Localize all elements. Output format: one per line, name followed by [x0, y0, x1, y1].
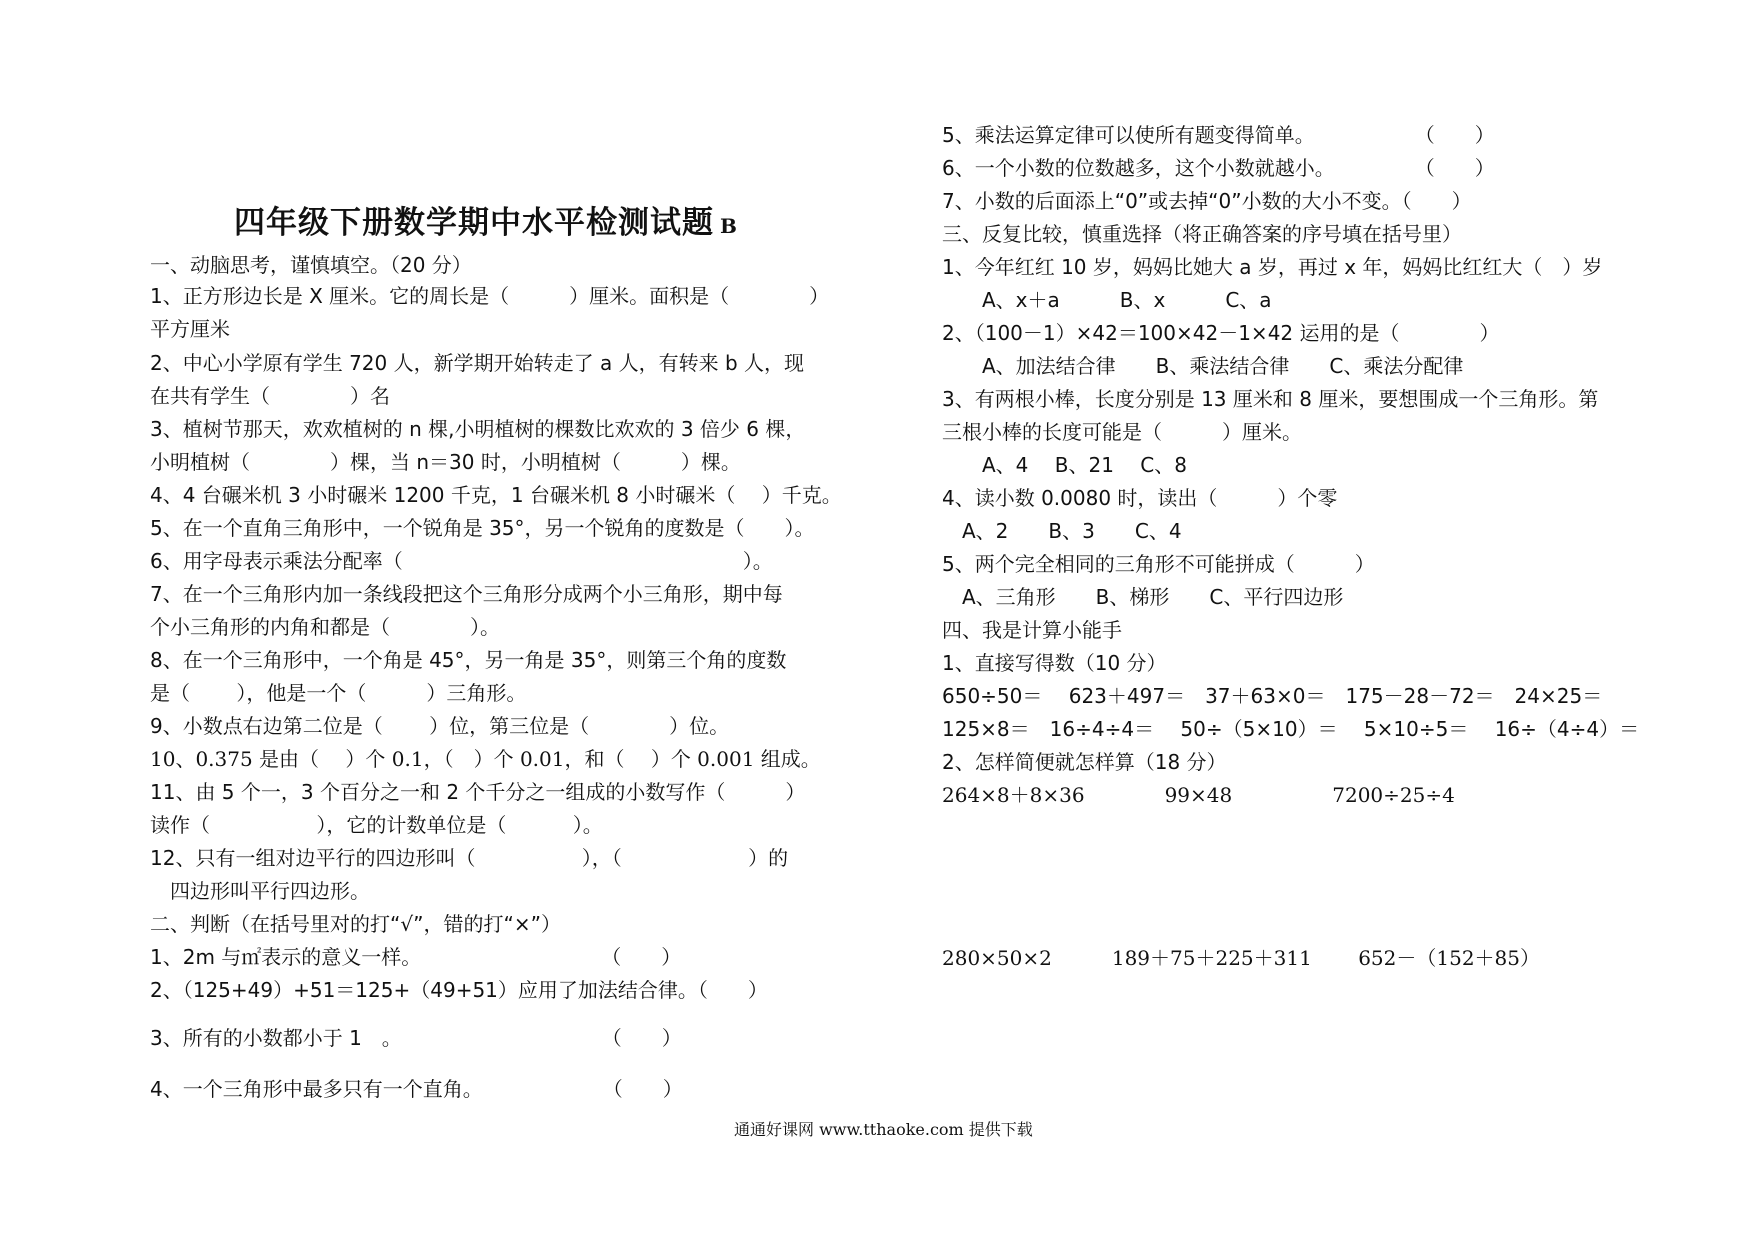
question-line: 10、0.375 是由（ ）个 0.1，（ ）个 0.01，和（ ）个 0.001 组成。 — [150, 747, 821, 771]
choice-options: A、三角形 B、梯形 C、平行四边形 — [942, 585, 1344, 609]
judgment-line: 6、一个小数的位数越多，这个小数就越小。 （ ） — [942, 156, 1495, 180]
section-heading: 一、动脑思考，谨慎填空。（20 分） — [150, 253, 472, 277]
choice-options: A、2 B、3 C、4 — [942, 519, 1182, 543]
question-line: 2、中心小学原有学生 720 人，新学期开始转走了 a 人，有转来 b 人，现 — [150, 351, 804, 375]
choice-question: 2、（100－1）×42＝100×42－1×42 运用的是（ ） — [942, 321, 1500, 345]
choice-question: 3、有两根小棒，长度分别是 13 厘米和 8 厘米，要想围成一个三角形。第 — [942, 387, 1599, 411]
choice-question: 5、两个完全相同的三角形不可能拼成（ ） — [942, 552, 1375, 576]
question-line: 4、4 台碾米机 3 小时碾米 1200 千克，1 台碾米机 8 小时碾米（ ）千克。 — [150, 483, 842, 507]
question-line: 平方厘米 — [150, 317, 230, 341]
question-line: 1、正方形边长是 X 厘米。它的周长是（ ）厘米。面积是（ ） — [150, 284, 830, 308]
question-line: 5、在一个直角三角形中，一个锐角是 35°，另一个锐角的度数是（ ）。 — [150, 516, 815, 540]
judgment-line: 4、一个三角形中最多只有一个直角。 （ ） — [150, 1077, 683, 1101]
page-title — [234, 197, 738, 242]
question-line: 6、用字母表示乘法分配率（ ）。 — [150, 549, 773, 573]
choice-question: 三根小棒的长度可能是（ ）厘米。 — [942, 420, 1302, 444]
question-line: 7、在一个三角形内加一条线段把这个三角形分成两个小三角形，期中每 — [150, 582, 783, 606]
calculation-row: 650÷50＝ 623＋497＝ 37＋63×0＝ 175－28－72＝ 24×25＝ — [942, 684, 1603, 708]
question-line: 在共有学生（ ）名 — [150, 384, 390, 408]
question-line: 读作（ ），它的计数单位是（ ）。 — [150, 813, 603, 837]
sub-heading: 1、直接写得数（10 分） — [942, 651, 1167, 675]
question-line: 11、由 5 个一，3 个百分之一和 2 个千分之一组成的小数写作（ ） — [150, 780, 806, 804]
choice-options: A、加法结合律 B、乘法结合律 C、乘法分配律 — [942, 354, 1464, 378]
judgment-line: 7、小数的后面添上“0”或去掉“0”小数的大小不变。（ ） — [942, 189, 1472, 213]
section-heading: 二、判断（在括号里对的打“√”，错的打“×”） — [150, 912, 561, 936]
section-heading: 四、我是计算小能手 — [942, 618, 1122, 642]
calculation-row: 280×50×2 189＋75＋225＋311 652－（152＋85） — [942, 946, 1540, 970]
judgment-line: 3、所有的小数都小于 1 。 （ ） — [150, 1026, 682, 1050]
question-line: 9、小数点右边第二位是（ ）位，第三位是（ ）位。 — [150, 714, 730, 738]
choice-options: A、x＋a B、x C、a — [942, 288, 1272, 312]
sub-heading: 2、怎样简便就怎样算（18 分） — [942, 750, 1227, 774]
question-line: 是（ ），他是一个（ ）三角形。 — [150, 681, 527, 705]
footer-credit: 通通好课网 www.tthaoke.com 提供下载 — [734, 1120, 1033, 1139]
calculation-row: 264×8＋8×36 99×48 7200÷25÷4 — [942, 783, 1455, 807]
question-line: 3、植树节那天，欢欢植树的 n 棵,小明植树的棵数比欢欢的 3 倍少 6 棵， — [150, 417, 806, 441]
judgment-line: 1、2m 与㎡表示的意义一样。 （ ） — [150, 945, 682, 969]
question-line: 8、在一个三角形中，一个角是 45°，另一角是 35°，则第三个角的度数 — [150, 648, 787, 672]
choice-question: 1、今年红红 10 岁，妈妈比她大 a 岁，再过 x 年，妈妈比红红大（ ）岁 — [942, 255, 1603, 279]
question-line: 小明植树（ ）棵，当 n＝30 时，小明植树（ ）棵。 — [150, 450, 741, 474]
question-line: 12、只有一组对边平行的四边形叫（ ），（ ）的 — [150, 846, 789, 870]
title-suffix: B — [720, 214, 738, 238]
section-heading: 三、反复比较，慎重选择（将正确答案的序号填在括号里） — [942, 222, 1462, 246]
choice-question: 4、读小数 0.0080 时，读出（ ）个零 — [942, 486, 1338, 510]
calculation-row: 125×8＝ 16÷4÷4＝ 50÷（5×10）＝ 5×10÷5＝ 16÷（4÷4）＝ — [942, 717, 1640, 741]
judgment-line: 5、乘法运算定律可以使所有题变得简单。 （ ） — [942, 123, 1495, 147]
question-line: 个小三角形的内角和都是（ ）。 — [150, 615, 500, 639]
title-text: 四年级下册数学期中水平检测试题 — [234, 205, 714, 241]
judgment-line: 2、（125+49）+51＝125+（49+51）应用了加法结合律。（ ） — [150, 978, 768, 1002]
choice-options: A、4 B、21 C、8 — [942, 453, 1187, 477]
question-line: 四边形叫平行四边形。 — [150, 879, 370, 903]
